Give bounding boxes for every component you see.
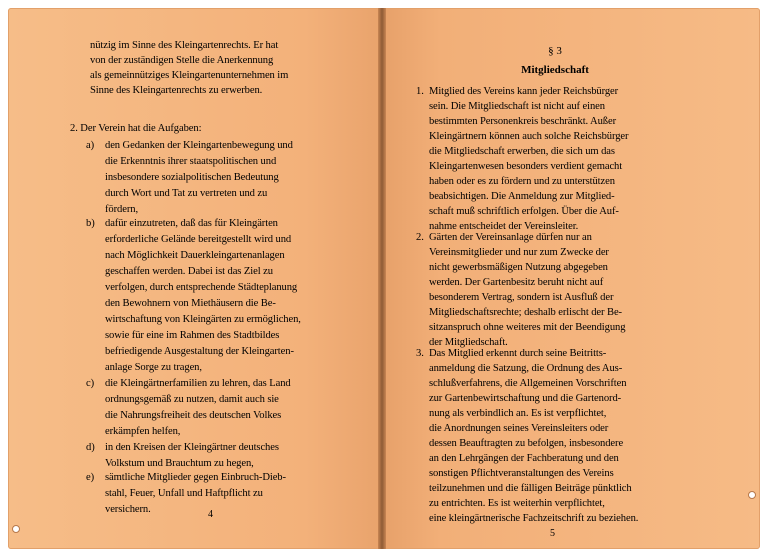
item-line: sein. Die Mitgliedschaft ist nicht auf einen: [429, 101, 605, 112]
item-line: nung als verbindlich an. Es ist verpflichtet,: [429, 408, 607, 419]
item-line: Das Mitglied erkennt durch seine Beitritts-: [429, 348, 607, 359]
section-title: Mitgliedschaft: [521, 64, 589, 76]
item-line: in den Kreisen der Kleingärtner deutsches: [105, 442, 279, 453]
item-line: sämtliche Mitglieder gegen Einbruch-Dieb-: [105, 472, 286, 483]
item-label: 3.: [416, 348, 424, 359]
section-number: § 3: [548, 45, 562, 57]
item-line: zu entrichten. Es ist weiterhin verpflichtet,: [429, 498, 605, 509]
item-label: b): [86, 218, 95, 229]
page-number-right: 5: [550, 528, 555, 539]
item-line: sitzanspruch ohne weiteres mit der Beendigung: [429, 322, 626, 333]
item-line: bestimmten Personenkreis beschränkt. Außer: [429, 116, 617, 127]
item-line: teilzunehmen und die fälligen Beiträge pünktlich: [429, 483, 632, 494]
item-line: erforderliche Gelände bereitgestellt wird und: [105, 234, 292, 245]
intro-line: von der zuständigen Stelle die Anerkennung: [90, 55, 274, 66]
item-label: e): [86, 472, 95, 483]
item-line: beabsichtigen. Die Anmeldung zur Mitglied-: [429, 191, 615, 202]
item-line: besonderem Vertrag, sondern ist Ausfluß der: [429, 292, 614, 303]
item-line: Vereinsmitglieder und nur zum Zwecke der: [429, 247, 609, 258]
page-number-left: 4: [208, 509, 213, 520]
item-line: Volkstum und Brauchtum zu hegen,: [105, 458, 254, 469]
item-line: ordnungsgemäß zu nutzen, damit auch sie: [105, 394, 279, 405]
item-line: anmeldung die Satzung, die Ordnung des Aus-: [429, 363, 623, 374]
item-line: schaft muß schriftlich erfolgen. Über die Auf-: [429, 206, 619, 217]
item-line: die Nahrungsfreiheit des deutschen Volkes: [105, 410, 282, 421]
item-line: den Bewohnern von Miethäusern die Be-: [105, 298, 276, 309]
item-line: durch Wort und Tat zu vertreten und zu: [105, 188, 268, 199]
item-line: dessen Beauftragten zu befolgen, insbesondere: [429, 438, 624, 449]
item-line: insbesondere sozialpolitischen Bedeutung: [105, 172, 279, 183]
book-gutter: [378, 8, 386, 549]
item-line: verfolgen, durch entsprechende Städteplanung: [105, 282, 298, 293]
item-line: geschaffen werden. Dabei ist das Ziel zu: [105, 266, 273, 277]
intro-line: als gemeinnütziges Kleingartenunternehmen im: [90, 70, 289, 81]
intro-line: nützig im Sinne des Kleingartenrechts. Er hat: [90, 40, 279, 51]
item-line: sowie für eine im Rahmen des Stadtbildes: [105, 330, 280, 341]
item-line: versichern.: [105, 504, 151, 515]
item-line: den Gedanken der Kleingartenbewegung und: [105, 140, 293, 151]
item-line: nach Möglichkeit Dauerkleingartenanlagen: [105, 250, 285, 261]
item-line: der Mitgliedschaft.: [429, 337, 508, 348]
item-line: schlußverfahrens, die Allgemeinen Vorschriften: [429, 378, 627, 389]
item-label: c): [86, 378, 95, 389]
item-line: Gärten der Vereinsanlage dürfen nur an: [429, 232, 592, 243]
punch-hole: [12, 525, 20, 533]
item-line: Kleingärtnern können auch solche Reichsbürger: [429, 131, 629, 142]
punch-hole: [748, 491, 756, 499]
item-line: haben oder es zu fördern und zu unterstützen: [429, 176, 615, 187]
item-line: Kleingartenwesen besonders verdient gemacht: [429, 161, 623, 172]
item-line: Mitglied des Vereins kann jeder Reichsbürger: [429, 86, 619, 97]
item-label: 2.: [416, 232, 424, 243]
item-line: anlage Sorge zu tragen,: [105, 362, 202, 373]
section-2-title: 2. Der Verein hat die Aufgaben:: [70, 123, 202, 134]
item-line: Mitgliedschaftsrechte; deshalb erlischt der Be-: [429, 307, 622, 318]
item-label: d): [86, 442, 95, 453]
item-line: die Anordnungen seines Vereinsleiters oder: [429, 423, 609, 434]
item-line: an den Lehrgängen der Fachberatung und den: [429, 453, 619, 464]
item-line: befriedigende Ausgestaltung der Kleingarten-: [105, 346, 294, 357]
item-line: erkämpfen helfen,: [105, 426, 181, 437]
item-line: stahl, Feuer, Unfall und Haftpflicht zu: [105, 488, 263, 499]
item-line: sonstigen Pflichtveranstaltungen des Vereins: [429, 468, 614, 479]
intro-line: Sinne des Kleingartenrechts zu erwerben.: [90, 85, 263, 96]
item-line: nahme entscheidet der Vereinsleiter.: [429, 221, 579, 232]
item-line: wirtschaftung von Kleingärten zu ermöglichen,: [105, 314, 301, 325]
item-line: nicht gewerbsmäßigen Nutzung abgegeben: [429, 262, 608, 273]
item-line: die Kleingärtnerfamilien zu lehren, das Land: [105, 378, 291, 389]
item-line: zur Gartenbewirtschaftung und die Gartenord-: [429, 393, 622, 404]
item-line: werden. Der Gartenbesitz beruht nicht auf: [429, 277, 604, 288]
item-label: 1.: [416, 86, 424, 97]
item-line: dafür einzutreten, daß das für Kleingärten: [105, 218, 278, 229]
item-line: eine kleingärtnerische Fachzeitschrift zu beziehen.: [429, 513, 639, 524]
item-line: fördern,: [105, 204, 139, 215]
item-line: die Mitgliedschaft erwerben, die sich um das: [429, 146, 615, 157]
item-line: die Erkenntnis ihrer staatspolitischen und: [105, 156, 277, 167]
item-label: a): [86, 140, 95, 151]
